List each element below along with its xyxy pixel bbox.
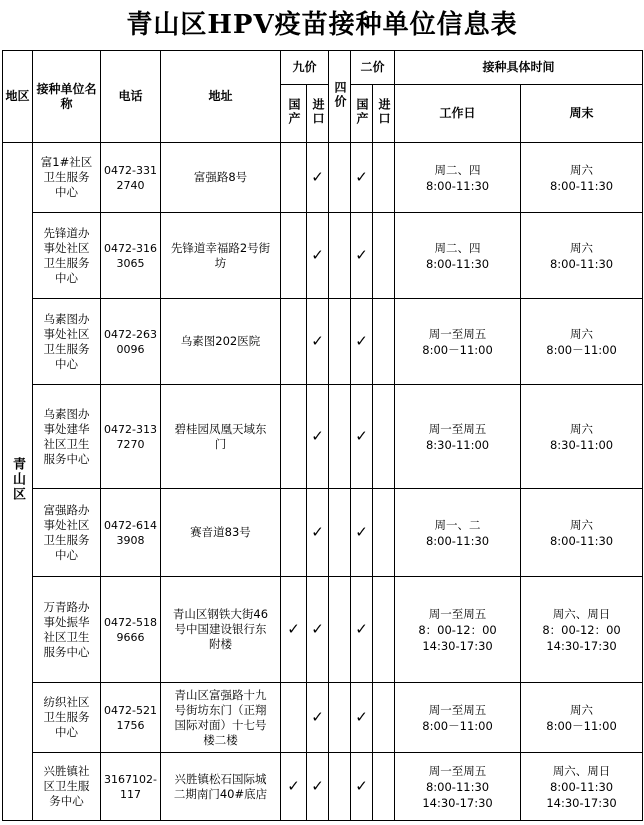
header-weekday: 工作日 xyxy=(395,85,521,143)
table-row xyxy=(3,299,643,385)
header-phone: 电话 xyxy=(101,51,161,143)
weekday-time-cell xyxy=(395,143,521,213)
phone-cell: 0472-3312740 xyxy=(101,143,161,213)
weekday-time-line: 8:00-11:30 xyxy=(425,533,490,548)
four-valent-cell xyxy=(329,143,351,213)
table-row xyxy=(3,577,643,683)
weekend-time-cell xyxy=(521,577,643,683)
weekday-time-line: 周一至周五 xyxy=(428,763,487,778)
two-domestic-cell: ✓ xyxy=(351,385,373,489)
weekday-time-line: 周二、四 xyxy=(434,240,481,255)
header-district: 地区 xyxy=(3,51,33,143)
weekend-time-cell xyxy=(521,213,643,299)
header-nine-domestic: 国产 xyxy=(281,85,307,143)
phone-cell: 3167102-117 xyxy=(101,753,161,821)
four-valent-cell xyxy=(329,753,351,821)
address-cell: 乌素图202医院 xyxy=(161,299,281,385)
two-imported-cell xyxy=(373,385,395,489)
weekday-time-line: 8:30-11:00 xyxy=(425,437,490,452)
header-two-valent: 二价 xyxy=(351,51,395,85)
header-unit: 接种单位名称 xyxy=(33,51,101,143)
two-imported-cell xyxy=(373,577,395,683)
two-domestic-cell: ✓ xyxy=(351,299,373,385)
weekend-time-line: 14:30-17:30 xyxy=(546,638,617,653)
address-cell: 先锋道幸福路2号街坊 xyxy=(161,213,281,299)
weekend-time-cell xyxy=(521,489,643,577)
unit-cell: 富强路办事处社区卫生服务中心 xyxy=(33,489,101,577)
header-four-valent: 四价 xyxy=(329,51,351,143)
weekday-time-cell xyxy=(395,577,521,683)
four-valent-cell xyxy=(329,683,351,753)
nine-domestic-cell xyxy=(281,683,307,753)
address-cell: 富强路8号 xyxy=(161,143,281,213)
weekend-time-line: 8:00-11:30 xyxy=(549,178,614,193)
header-two-imported: 进口 xyxy=(373,85,395,143)
table-row xyxy=(3,143,643,213)
address-cell: 赛音道83号 xyxy=(161,489,281,577)
phone-cell: 0472-5189666 xyxy=(101,577,161,683)
unit-cell: 纺织社区卫生服务中心 xyxy=(33,683,101,753)
weekday-time-line: 8:00-11:30 xyxy=(425,779,490,794)
header-weekend: 周末 xyxy=(521,85,643,143)
phone-cell: 0472-2630096 xyxy=(101,299,161,385)
nine-imported-cell: ✓ xyxy=(307,683,329,753)
phone-cell: 0472-3137270 xyxy=(101,385,161,489)
address-cell: 青山区钢铁大街46号中国建设银行东附楼 xyxy=(161,577,281,683)
weekend-time-line: 周六、周日 xyxy=(552,763,611,778)
two-imported-cell xyxy=(373,489,395,577)
weekday-time-line: 周一至周五 xyxy=(428,326,487,341)
four-valent-cell xyxy=(329,385,351,489)
two-domestic-cell: ✓ xyxy=(351,753,373,821)
phone-cell: 0472-3163065 xyxy=(101,213,161,299)
nine-imported-cell: ✓ xyxy=(307,385,329,489)
weekday-time-line: 8:00－11:00 xyxy=(422,342,493,357)
nine-imported-cell: ✓ xyxy=(307,213,329,299)
unit-cell: 乌素图办事处社区卫生服务中心 xyxy=(33,299,101,385)
table-row xyxy=(3,489,643,577)
header-two-domestic: 国产 xyxy=(351,85,373,143)
nine-imported-cell: ✓ xyxy=(307,143,329,213)
unit-cell: 万青路办事处振华社区卫生服务中心 xyxy=(33,577,101,683)
header-nine-valent: 九价 xyxy=(281,51,329,85)
weekend-time-line: 周六 xyxy=(570,326,594,341)
nine-imported-cell: ✓ xyxy=(307,753,329,821)
weekend-time-cell xyxy=(521,299,643,385)
weekday-time-line: 周一至周五 xyxy=(428,702,487,717)
weekday-time-cell xyxy=(395,489,521,577)
two-domestic-cell: ✓ xyxy=(351,683,373,753)
weekend-time-line: 周六 xyxy=(570,421,594,436)
district-cell: 青山区 xyxy=(3,143,33,821)
table-row xyxy=(3,683,643,753)
phone-cell: 0472-5211756 xyxy=(101,683,161,753)
phone-cell: 0472-6143908 xyxy=(101,489,161,577)
header-schedule: 接种具体时间 xyxy=(395,51,643,85)
nine-domestic-cell xyxy=(281,213,307,299)
weekday-time-cell xyxy=(395,213,521,299)
unit-cell: 乌素图办事处建华社区卫生服务中心 xyxy=(33,385,101,489)
weekend-time-line: 14:30-17:30 xyxy=(546,795,617,810)
weekend-time-line: 8:00-11:30 xyxy=(549,256,614,271)
two-domestic-cell: ✓ xyxy=(351,213,373,299)
weekend-time-cell xyxy=(521,753,643,821)
page-title: 青山区HPV疫苗接种单位信息表 xyxy=(126,10,518,40)
weekend-time-line: 8:00－11:00 xyxy=(546,342,617,357)
header-address: 地址 xyxy=(161,51,281,143)
weekday-time-line: 周二、四 xyxy=(434,162,481,177)
weekend-time-cell xyxy=(521,385,643,489)
weekend-time-line: 周六 xyxy=(570,162,594,177)
weekday-time-cell xyxy=(395,683,521,753)
weekday-time-line: 8:00-11:30 xyxy=(425,178,490,193)
nine-domestic-cell xyxy=(281,299,307,385)
weekday-time-line: 8：00-12：00 xyxy=(418,622,497,637)
table-row xyxy=(3,213,643,299)
nine-domestic-cell xyxy=(281,489,307,577)
two-imported-cell xyxy=(373,683,395,753)
table-row xyxy=(3,753,643,821)
weekend-time-line: 周六 xyxy=(570,702,594,717)
two-imported-cell xyxy=(373,143,395,213)
address-cell: 青山区富强路十九号街坊东门（正翔国际对面）十七号楼二楼 xyxy=(161,683,281,753)
table-row xyxy=(3,385,643,489)
weekday-time-line: 8:00-11:30 xyxy=(425,256,490,271)
unit-cell: 富1#社区卫生服务中心 xyxy=(33,143,101,213)
two-domestic-cell: ✓ xyxy=(351,489,373,577)
unit-cell: 兴胜镇社区卫生服务中心 xyxy=(33,753,101,821)
two-imported-cell xyxy=(373,753,395,821)
weekday-time-line: 周一至周五 xyxy=(428,606,487,621)
weekday-time-line: 14:30-17:30 xyxy=(422,795,493,810)
weekend-time-line: 周六、周日 xyxy=(552,606,611,621)
weekend-time-line: 8:00－11:00 xyxy=(546,718,617,733)
header-nine-imported: 进口 xyxy=(307,85,329,143)
address-cell: 兴胜镇松石国际城二期南门40#底店 xyxy=(161,753,281,821)
weekend-time-line: 8:30-11:00 xyxy=(549,437,614,452)
two-domestic-cell: ✓ xyxy=(351,143,373,213)
weekday-time-line: 周一至周五 xyxy=(428,421,487,436)
nine-domestic-cell: ✓ xyxy=(281,753,307,821)
two-imported-cell xyxy=(373,213,395,299)
weekday-time-cell xyxy=(395,385,521,489)
nine-domestic-cell xyxy=(281,143,307,213)
two-imported-cell xyxy=(373,299,395,385)
nine-domestic-cell xyxy=(281,385,307,489)
weekend-time-line: 周六 xyxy=(570,517,594,532)
weekday-time-line: 14:30-17:30 xyxy=(422,638,493,653)
two-domestic-cell: ✓ xyxy=(351,577,373,683)
nine-imported-cell: ✓ xyxy=(307,577,329,683)
weekday-time-line: 周一、二 xyxy=(434,517,481,532)
weekend-time-line: 8:00-11:30 xyxy=(549,533,614,548)
nine-imported-cell: ✓ xyxy=(307,489,329,577)
unit-cell: 先锋道办事处社区卫生服务中心 xyxy=(33,213,101,299)
nine-domestic-cell: ✓ xyxy=(281,577,307,683)
weekend-time-cell xyxy=(521,143,643,213)
four-valent-cell xyxy=(329,577,351,683)
four-valent-cell xyxy=(329,299,351,385)
address-cell: 碧桂园凤凰天域东门 xyxy=(161,385,281,489)
weekday-time-cell xyxy=(395,753,521,821)
four-valent-cell xyxy=(329,213,351,299)
four-valent-cell xyxy=(329,489,351,577)
weekend-time-line: 周六 xyxy=(570,240,594,255)
vaccine-sites-table xyxy=(2,50,643,821)
weekend-time-line: 8：00-12：00 xyxy=(542,622,621,637)
weekday-time-cell xyxy=(395,299,521,385)
weekend-time-line: 8:00-11:30 xyxy=(549,779,614,794)
weekday-time-line: 8:00－11:00 xyxy=(422,718,493,733)
nine-imported-cell: ✓ xyxy=(307,299,329,385)
weekend-time-cell xyxy=(521,683,643,753)
